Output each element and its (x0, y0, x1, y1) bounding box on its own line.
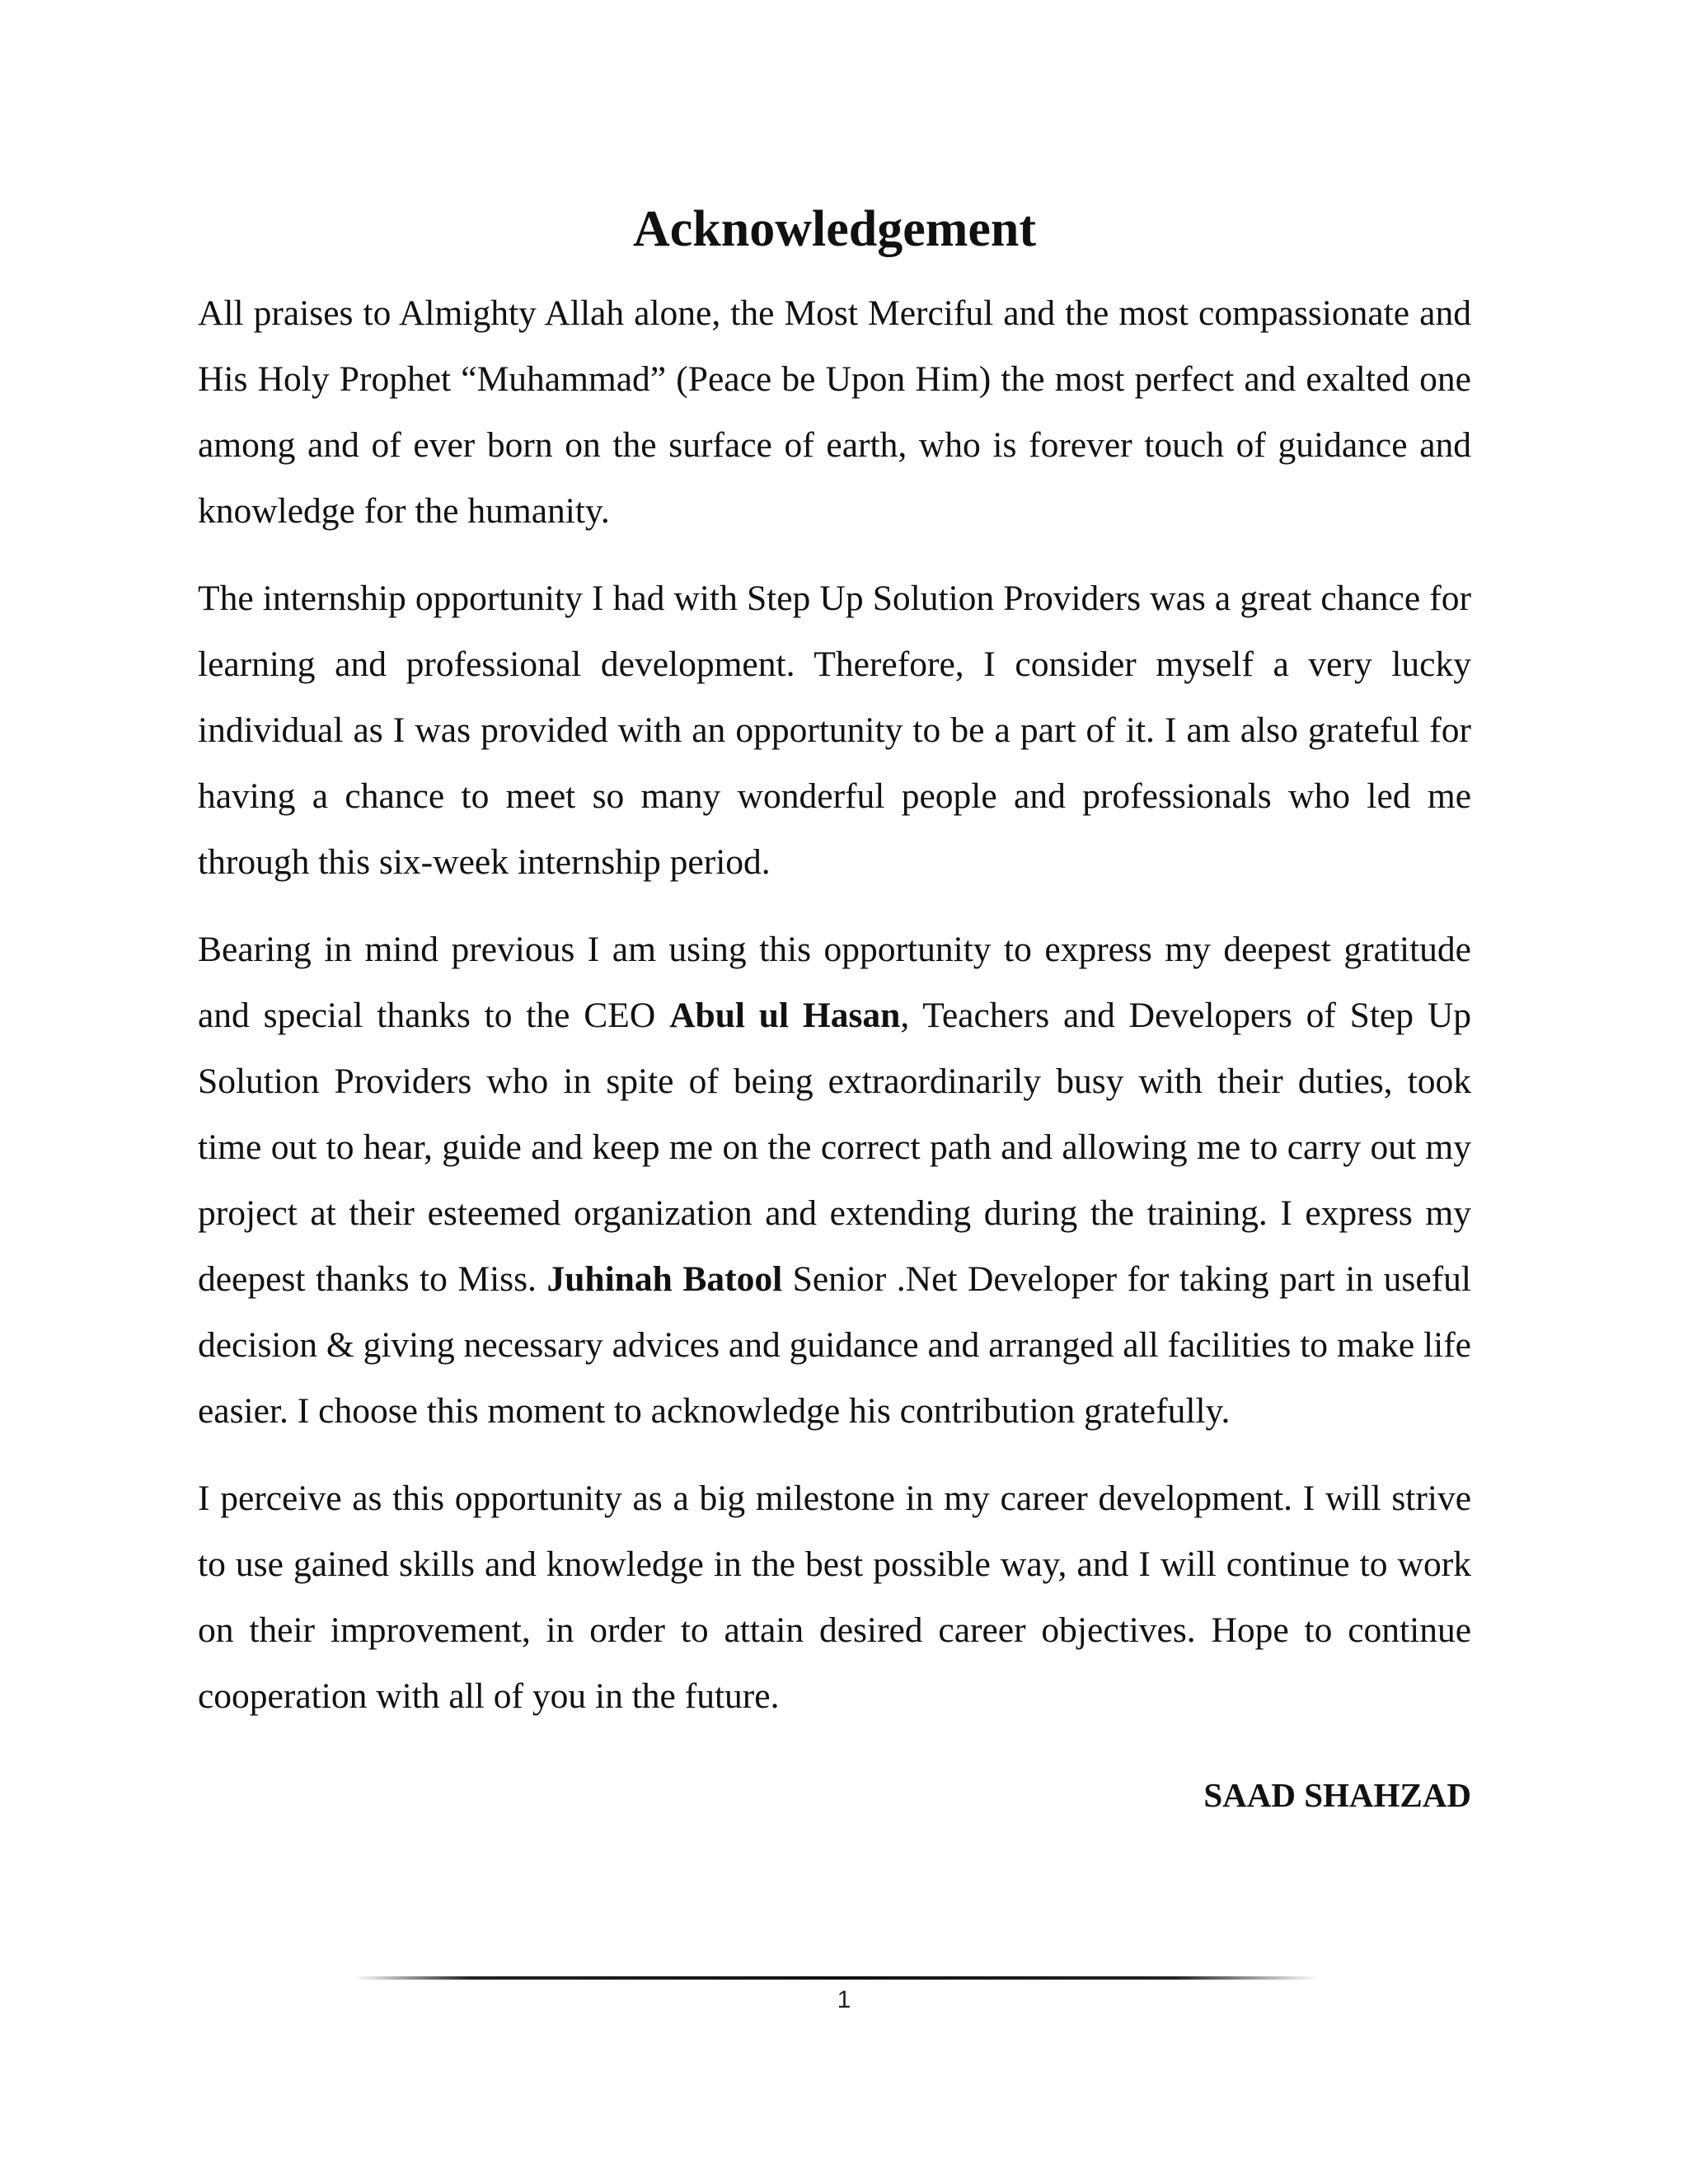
paragraph-internship: The internship opportunity I had with Step Up Solution Providers was a great chance for learning and professional development. Therefore, I consider myself a very lucky individual as I was provided with an opportunity to be a part of it. I am also grateful for having a chance to meet so many wonderful people and professionals who led me through this six-week internship period. (198, 579, 1471, 882)
page-number: 1 (837, 1986, 851, 2013)
paragraph-praise: All praises to Almighty Allah alone, the Most Merciful and the most compassionate and His Holy Prophet “Muhammad” (Peace be Upon Him) the most perfect and exalted one among and of ever born on the surface of earth, who is forever touch of guidance and knowledge for the humanity. (198, 293, 1471, 531)
footer-divider (354, 1976, 1319, 1980)
page-content (198, 190, 1471, 1820)
paragraph-milestone: I perceive as this opportunity as a big milestone in my career development. I will strive to use gained skills and knowledge in the best possible way, and I will continue to work on their improvement, in order to attain desired career objectives. Hope to continue cooperation with all of you in the future. (198, 1479, 1471, 1716)
gratitude-text-1: Bearing in mind previous I am using this opportunity to express my deepest gratitude and special thanks to the CEO (198, 930, 1471, 1035)
ceo-name: Abul ul Hasan (669, 996, 901, 1035)
gratitude-text-2: , Teachers and Developers of Step Up Solution Providers who in spite of being extraordinarily busy with their duties, took time out to hear, guide and keep me on the correct path and allowing me to carry out my project at their esteemed organization and extending during the training. I express my deepest thanks to Miss. (198, 996, 1471, 1299)
author-signature: SAAD SHAHZAD (1203, 1776, 1471, 1814)
page-title: Acknowledgement (632, 201, 1037, 257)
paragraph-gratitude (198, 916, 1471, 1444)
developer-name: Juhinah Batool (546, 1259, 783, 1299)
gratitude-text-3: Senior .Net Developer for taking part in useful decision & giving necessary advices and guidance and arranged all facilities to make life easier. I choose this moment to acknowledge his contribution gratefully. (198, 1259, 1471, 1431)
